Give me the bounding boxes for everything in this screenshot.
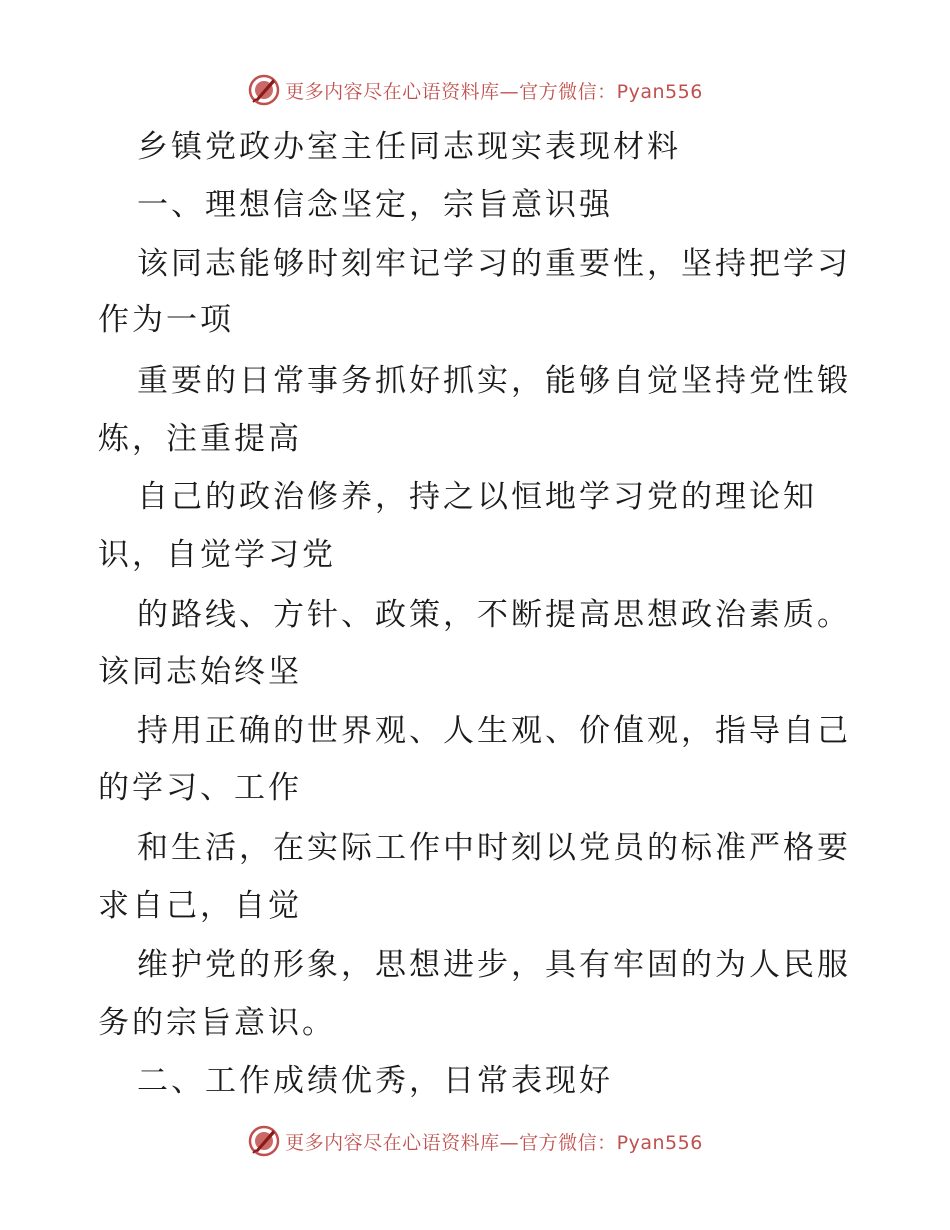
paragraph-line: 的学习、工作 <box>98 770 302 806</box>
section-heading-2: 二、工作成绩优秀，日常表现好 <box>137 1063 613 1099</box>
watermark-text: 更多内容尽在心语资料库—官方微信：Pyan556 <box>285 1131 703 1154</box>
feather-pen-logo-icon <box>247 1124 281 1158</box>
paragraph-line: 该同志始终坚 <box>98 654 302 690</box>
footer-watermark <box>0 1121 950 1161</box>
paragraph-line: 的路线、方针、政策，不断提高思想政治素质。 <box>137 597 851 633</box>
paragraph-line: 该同志能够时刻牢记学习的重要性，坚持把学习 <box>137 246 851 282</box>
document-title: 乡镇党政办室主任同志现实表现材料 <box>137 129 681 165</box>
feather-pen-logo-icon <box>247 73 281 107</box>
header-watermark <box>0 70 950 110</box>
paragraph-line: 务的宗旨意识。 <box>98 1005 336 1041</box>
paragraph-line: 作为一项 <box>98 302 234 338</box>
watermark-text: 更多内容尽在心语资料库—官方微信：Pyan556 <box>285 80 703 103</box>
section-heading-1: 一、理想信念坚定，宗旨意识强 <box>137 187 613 223</box>
paragraph-line: 持用正确的世界观、人生观、价值观，指导自己 <box>137 713 851 749</box>
paragraph-line: 炼，注重提高 <box>98 421 302 457</box>
paragraph-line: 重要的日常事务抓好抓实，能够自觉坚持党性锻 <box>137 363 851 399</box>
paragraph-line: 识，自觉学习党 <box>98 537 336 573</box>
paragraph-line: 自己的政治修养，持之以恒地学习党的理论知 <box>137 479 817 515</box>
paragraph-line: 和生活，在实际工作中时刻以党员的标准严格要 <box>137 830 851 866</box>
paragraph-line: 维护党的形象，思想进步，具有牢固的为人民服 <box>137 947 851 983</box>
paragraph-line: 求自己，自觉 <box>98 888 302 924</box>
